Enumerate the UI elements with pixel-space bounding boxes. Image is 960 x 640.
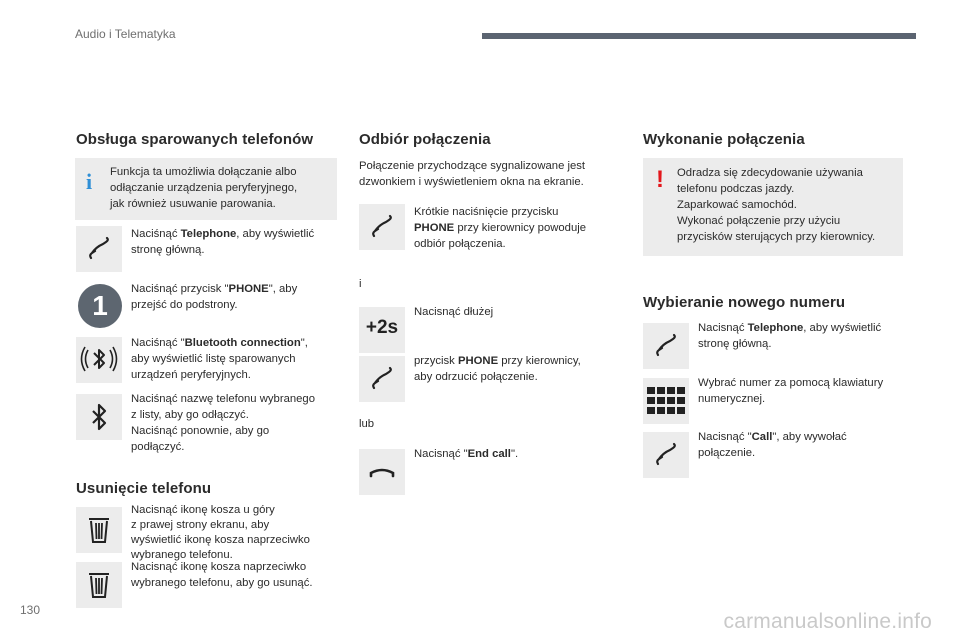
- step-number-badge: 1: [78, 284, 122, 328]
- reject-step-text: przycisk PHONE przy kierownicy, aby odrzucić połączenie.: [414, 355, 581, 383]
- trash-icon: [76, 507, 122, 553]
- page-number: 130: [20, 603, 41, 617]
- warning-text: Odradza się zdecydowanie używania telefonu podczas jazdy. Zaparkować samochód. Wykonać połączenie przy użyciu przycisków sterujących przy kierownicy.: [677, 167, 876, 243]
- step-telephone-text: Naciśnąć Telephone, aby wyświetlić stronę główną.: [131, 228, 315, 256]
- trash-icon: [76, 562, 122, 608]
- warning-icon: !: [656, 166, 664, 193]
- bluetooth-connection-icon: [76, 337, 122, 383]
- dial-new-number-title: Wybieranie nowego numeru: [643, 294, 846, 311]
- warning-box: [643, 158, 903, 256]
- info-icon: i: [86, 169, 93, 194]
- receive-call-intro: Połączenie przychodzące sygnalizowane jest dzwonkiem i wyświetleniem okna na ekranie.: [359, 160, 586, 188]
- bluetooth-icon: [76, 394, 122, 440]
- dial-step-2-text: Wybrać numer za pomocą klawiatury numerycznej.: [698, 377, 884, 405]
- delete-step-2-text: Nacisnąć ikonę kosza naprzeciwko wybranego telefonu, aby go usunąć.: [131, 561, 313, 589]
- answer-step-text: Krótkie naciśnięcie przycisku PHONE przy kierownicy powoduje odbiór połączenia.: [414, 206, 587, 250]
- info-text: Funkcja ta umożliwia dołączanie albo odłączanie urządzenia peryferyjnego, jak również usuwanie parowania.: [110, 166, 298, 210]
- or-label: lub: [359, 418, 375, 430]
- dial-step-1-text: Nacisnąć Telephone, aby wyświetlić stronę główną.: [698, 322, 882, 350]
- phone-handset-icon: [643, 432, 689, 478]
- phone-handset-icon: [359, 356, 405, 402]
- delete-phone-title: Usunięcie telefonu: [76, 480, 212, 497]
- dial-step-3-text: Nacisnąć "Call", aby wywołać połączenie.: [698, 431, 847, 459]
- hold-step-text: Nacisnąć dłużej: [414, 306, 494, 318]
- phone-handset-icon: [76, 226, 122, 272]
- header-bar: [482, 33, 916, 39]
- phone-handset-icon: [643, 323, 689, 369]
- phone-handset-icon: [359, 204, 405, 250]
- plus-2s-icon: +2s: [359, 307, 405, 353]
- and-label: i: [359, 278, 362, 290]
- watermark: carmanualsonline.info: [723, 610, 932, 633]
- step-bluetooth-text: Naciśnąć nazwę telefonu wybranego z listy, aby go odłączyć. Naciśnąć ponownie, aby go podłączyć.: [131, 393, 315, 453]
- step-bluetooth-connection-text: Naciśnąć "Bluetooth connection", aby wyświetlić listę sparowanych urządzeń peryferyjnych.: [131, 337, 308, 381]
- section-header-label: Audio i Telematyka: [75, 27, 176, 41]
- keypad-icon: [643, 378, 689, 424]
- delete-step-1-text: Nacisnąć ikonę kosza u góry z prawej strony ekranu, aby wyświetlić ikonę kosza naprzeciwko wybranego telefonu.: [131, 504, 310, 561]
- receive-call-title: Odbiór połączenia: [359, 131, 491, 148]
- end-call-icon: [359, 449, 405, 495]
- make-call-title: Wykonanie połączenia: [643, 131, 805, 148]
- info-box: [75, 158, 337, 220]
- step-phone-text: Naciśnąć przycisk "PHONE", aby przejść do podstrony.: [131, 283, 298, 311]
- paired-phones-title: Obsługa sparowanych telefonów: [76, 131, 314, 148]
- end-call-step-text: Nacisnąć "End call".: [414, 448, 519, 460]
